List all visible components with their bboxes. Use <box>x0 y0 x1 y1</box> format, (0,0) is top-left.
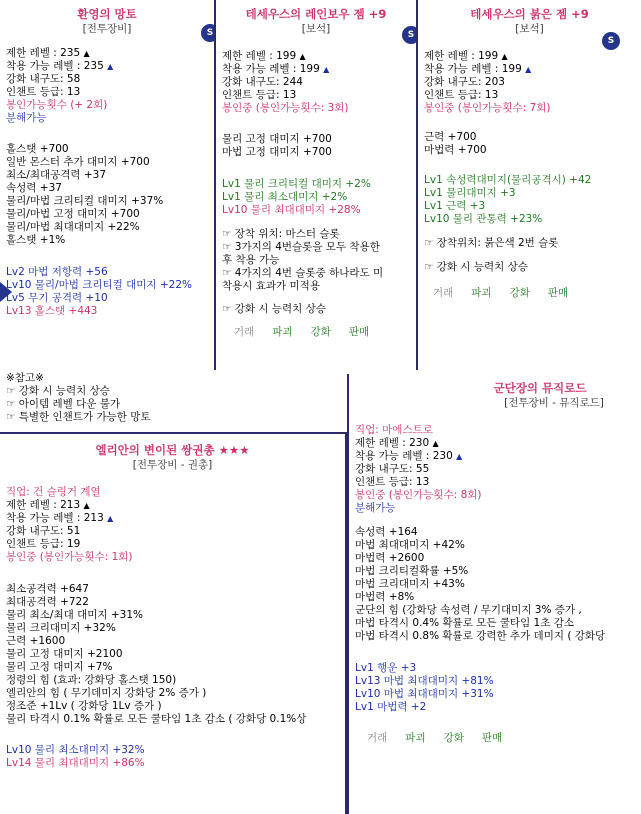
stat-line: 속성력 +37 <box>6 182 62 194</box>
stat-line: 마법력 +8% <box>355 591 415 603</box>
durability: 강화 내구도: 51 <box>6 525 81 537</box>
stat-line: 물리 고정 대미지 +700 <box>222 133 332 145</box>
item-category: [보석] <box>301 23 331 35</box>
up-triangle-icon: ▲ <box>525 65 532 74</box>
trade-button[interactable]: 거래 <box>433 287 454 299</box>
seal-count: 봉인중 (봉인가능횟수: 8회) <box>355 489 482 501</box>
stat-line: 물리/마법 크리티컬 대미지 +37% <box>6 195 164 207</box>
stat-line: 엘리안의 힘 ( 무기데미지 강화당 2% 증가 ) <box>6 687 207 699</box>
note-hand-icon: ☞ <box>6 385 16 397</box>
cursor-arrow-icon <box>0 282 12 302</box>
note-hand-icon: ☞ <box>222 267 232 279</box>
enchant-line: Lv10 마법 최대대미지 +31% <box>355 688 494 700</box>
tooltip-red-gem <box>418 0 641 362</box>
seal-count: 봉인가능횟수 (+ 2회) <box>6 99 108 111</box>
tooltip-phantom-cape <box>0 0 214 362</box>
stat-line: 물리 최소/최대 대미지 +31% <box>6 609 143 621</box>
stat-line: 물리 크리대미지 +32% <box>6 622 116 634</box>
upgrade-note: 강화 시 능력치 상승 <box>436 261 528 273</box>
wear-level: 착용 가능 레벨 : 235 <box>6 60 104 72</box>
slot-note: 장착 위치: 마스터 슬롯 <box>234 228 340 240</box>
up-triangle-icon: ▲ <box>456 452 463 461</box>
trade-button[interactable]: 거래 <box>367 732 388 744</box>
note-hand-icon: ☞ <box>222 228 232 240</box>
enchant-line: Lv2 마법 저항력 +56 <box>6 266 108 278</box>
up-triangle-icon: ▲ <box>107 514 114 523</box>
slot-note: 4가지의 4번 슬롯중 하나라도 미 <box>234 267 384 279</box>
destroy-button[interactable]: 파괴 <box>405 732 426 744</box>
stat-line: 물리 타격시 0.1% 확률로 모든 쿨타임 1초 감소 ( 강화당 0.1%상 <box>6 713 307 725</box>
reference-note <box>0 370 345 432</box>
item-title-row <box>0 443 345 458</box>
req-level: 제한 레벨 : 199 <box>222 50 297 62</box>
tooltip-rainbow-gem <box>214 0 418 370</box>
item-category: [전투장비] <box>82 23 132 35</box>
durability: 강화 내구도: 58 <box>6 73 81 85</box>
enchant-line: Lv10 물리 관통력 +23% <box>424 213 543 225</box>
enchant-grade: 인챈트 등급: 13 <box>6 86 81 98</box>
up-triangle-icon: ▲ <box>83 49 90 58</box>
up-triangle-icon: ▲ <box>501 52 508 61</box>
up-triangle-icon: ▲ <box>107 62 114 71</box>
item-icon: S <box>402 26 418 44</box>
stat-line: 정령의 힘 (효과: 강화당 홀스탯 150) <box>6 674 177 686</box>
stat-line: 마법 타격시 0.4% 확률로 모든 쿨타임 1초 감소 <box>355 617 575 629</box>
item-title: 테세우스의 붉은 젬 +9 <box>470 7 589 21</box>
enchant-grade: 인챈트 등급: 13 <box>424 89 499 101</box>
reference-heading: ※참고※ <box>6 372 44 384</box>
seal-count: 봉인중 (봉인가능횟수: 7회) <box>424 102 551 114</box>
seal-count: 봉인중 (봉인가능횟수: 1회) <box>6 551 133 563</box>
req-level: 제한 레벨 : 230 <box>355 437 430 449</box>
note-hand-icon: ☞ <box>222 303 232 315</box>
enchant-line: Lv1 근력 +3 <box>424 200 486 212</box>
star-rating: ★★★ <box>218 443 250 457</box>
stat-line: 근력 +1600 <box>6 635 66 647</box>
durability: 강화 내구도: 55 <box>355 463 430 475</box>
durability: 강화 내구도: 203 <box>424 76 505 88</box>
enchant-line: Lv5 무기 공격력 +10 <box>6 292 108 304</box>
note-hand-icon: ☞ <box>222 241 232 253</box>
stat-line: 마법 타격시 0.8% 확률로 강력한 추가 데미지 ( 강화당 <box>355 630 606 642</box>
enchant-line: Lv1 물리대미지 +3 <box>424 187 516 199</box>
enchant-line: Lv10 물리 최대대미지 +28% <box>222 204 361 216</box>
slot-note: 장착위치: 붉은색 2번 슬롯 <box>436 237 559 249</box>
req-level: 제한 레벨 : 199 <box>424 50 499 62</box>
reference-item: 특별한 인챈트가 가능한 망토 <box>18 411 151 423</box>
split-status: 분해가능 <box>355 502 396 514</box>
enhance-button[interactable]: 강화 <box>509 287 530 299</box>
req-level: 제한 레벨 : 213 <box>6 499 81 511</box>
stat-line: 물리 고정 대미지 +7% <box>6 661 113 673</box>
destroy-button[interactable]: 파괴 <box>272 326 293 338</box>
stat-line: 마법 최대대미지 +42% <box>355 539 465 551</box>
enhance-button[interactable]: 강화 <box>310 326 331 338</box>
stat-line: 홀스탯 +1% <box>6 234 66 246</box>
up-triangle-icon: ▲ <box>299 52 306 61</box>
stat-line: 속성력 +164 <box>355 526 418 538</box>
item-title: 테세우스의 레인보우 젬 +9 <box>245 7 387 21</box>
split-status: 분해가능 <box>6 112 47 124</box>
enchant-grade: 인챈트 등급: 19 <box>6 538 81 550</box>
sell-button[interactable]: 판매 <box>547 287 569 299</box>
enchant-line: Lv14 물리 최대대미지 +86% <box>6 757 145 769</box>
note-hand-icon: ☞ <box>424 261 434 273</box>
stat-line: 근력 +700 <box>424 131 477 143</box>
tooltip-commander-music-rod <box>347 374 641 814</box>
enchant-line: Lv1 물리 최소대미지 +2% <box>222 191 348 203</box>
enchant-line: Lv10 물리/마법 크리티컬 대미지 +22% <box>6 279 193 291</box>
tooltip-elian-pistols <box>0 432 347 814</box>
trade-button[interactable]: 거래 <box>234 326 255 338</box>
item-category: [전투장비 - 뮤직로드] <box>504 397 604 409</box>
enchant-line: Lv1 행운 +3 <box>355 662 417 674</box>
wear-level: 착용 가능 레벨 : 230 <box>355 450 453 462</box>
reference-item: 강화 시 능력치 상승 <box>18 385 110 397</box>
stat-line: 정조준 +1Lv ( 강화당 1Lv 증가 ) <box>6 700 162 712</box>
stat-line: 군단의 힘 (강화당 속성력 / 무기대미지 3% 증가 , <box>355 604 582 616</box>
slot-note: 후 착용 가능 <box>222 254 280 266</box>
durability: 강화 내구도: 244 <box>222 76 303 88</box>
slot-note: 착용시 효과가 미적용 <box>222 280 320 292</box>
enchant-grade: 인챈트 등급: 13 <box>355 476 430 488</box>
stat-line: 물리 고정 대미지 +2100 <box>6 648 123 660</box>
item-category: [전투장비 - 권총] <box>132 459 213 471</box>
item-title: 엘리안의 변이된 쌍권총 <box>95 443 215 457</box>
enchant-line: Lv10 물리 최소대미지 +32% <box>6 744 145 756</box>
stat-line: 최소/최대공격력 +37 <box>6 169 107 181</box>
up-triangle-icon: ▲ <box>83 501 90 510</box>
req-level: 제한 레벨 : 235 <box>6 47 81 59</box>
stat-line: 물리/마법 최대대미지 +22% <box>6 221 140 233</box>
stat-line: 마법력 +700 <box>424 144 487 156</box>
enchant-grade: 인챈트 등급: 13 <box>222 89 297 101</box>
destroy-button[interactable]: 파괴 <box>471 287 492 299</box>
stat-line: 홀스탯 +700 <box>6 143 69 155</box>
stat-line: 최소공격력 +647 <box>6 583 89 595</box>
note-hand-icon: ☞ <box>424 237 434 249</box>
reference-item: 아이템 레벨 다운 불가 <box>18 398 121 410</box>
enchant-line: Lv1 속성력대미지(물리공격시) +42 <box>424 174 592 186</box>
enchant-line: Lv13 홀스탯 +443 <box>6 305 98 317</box>
stat-line: 마법 크리티컬확률 +5% <box>355 565 469 577</box>
stat-line: 마법 고정 대미지 +700 <box>222 146 332 158</box>
stat-line: 일반 몬스터 추가 대미지 +700 <box>6 156 150 168</box>
sell-button[interactable]: 판매 <box>481 732 503 744</box>
enchant-line: Lv1 물리 크리티컬 대미지 +2% <box>222 178 371 190</box>
up-triangle-icon: ▲ <box>432 439 439 448</box>
item-category: [보석] <box>515 23 544 35</box>
seal-count: 봉인중 (봉인가능횟수: 3회) <box>222 102 349 114</box>
item-title: 군단장의 뮤직로드 <box>493 381 587 395</box>
note-hand-icon: ☞ <box>6 411 16 423</box>
wear-level: 착용 가능 레벨 : 199 <box>222 63 320 75</box>
job-requirement: 직업: 건 슬링거 계열 <box>6 486 101 498</box>
enchant-line: Lv1 마법력 +2 <box>355 701 427 713</box>
sell-button[interactable]: 판매 <box>348 326 370 338</box>
wear-level: 착용 가능 레벨 : 199 <box>424 63 522 75</box>
item-icon: S <box>602 32 620 50</box>
stat-line: 마법력 +2600 <box>355 552 425 564</box>
enchant-line: Lv13 마법 최대대미지 +81% <box>355 675 494 687</box>
stat-line: 물리/마법 고정 대미지 +700 <box>6 208 140 220</box>
stat-line: 최대공격력 +722 <box>6 596 89 608</box>
note-hand-icon: ☞ <box>6 398 16 410</box>
slot-note: 3가지의 4번슬롯을 모두 착용한 <box>234 241 380 253</box>
enhance-button[interactable]: 강화 <box>443 732 464 744</box>
stat-line: 마법 크리대미지 +43% <box>355 578 465 590</box>
item-title: 환영의 망토 <box>77 7 137 21</box>
job-requirement: 직업: 마에스트로 <box>355 424 433 436</box>
item-icon: S <box>201 24 214 42</box>
upgrade-note: 강화 시 능력치 상승 <box>234 303 326 315</box>
up-triangle-icon: ▲ <box>323 65 330 74</box>
wear-level: 착용 가능 레벨 : 213 <box>6 512 104 524</box>
